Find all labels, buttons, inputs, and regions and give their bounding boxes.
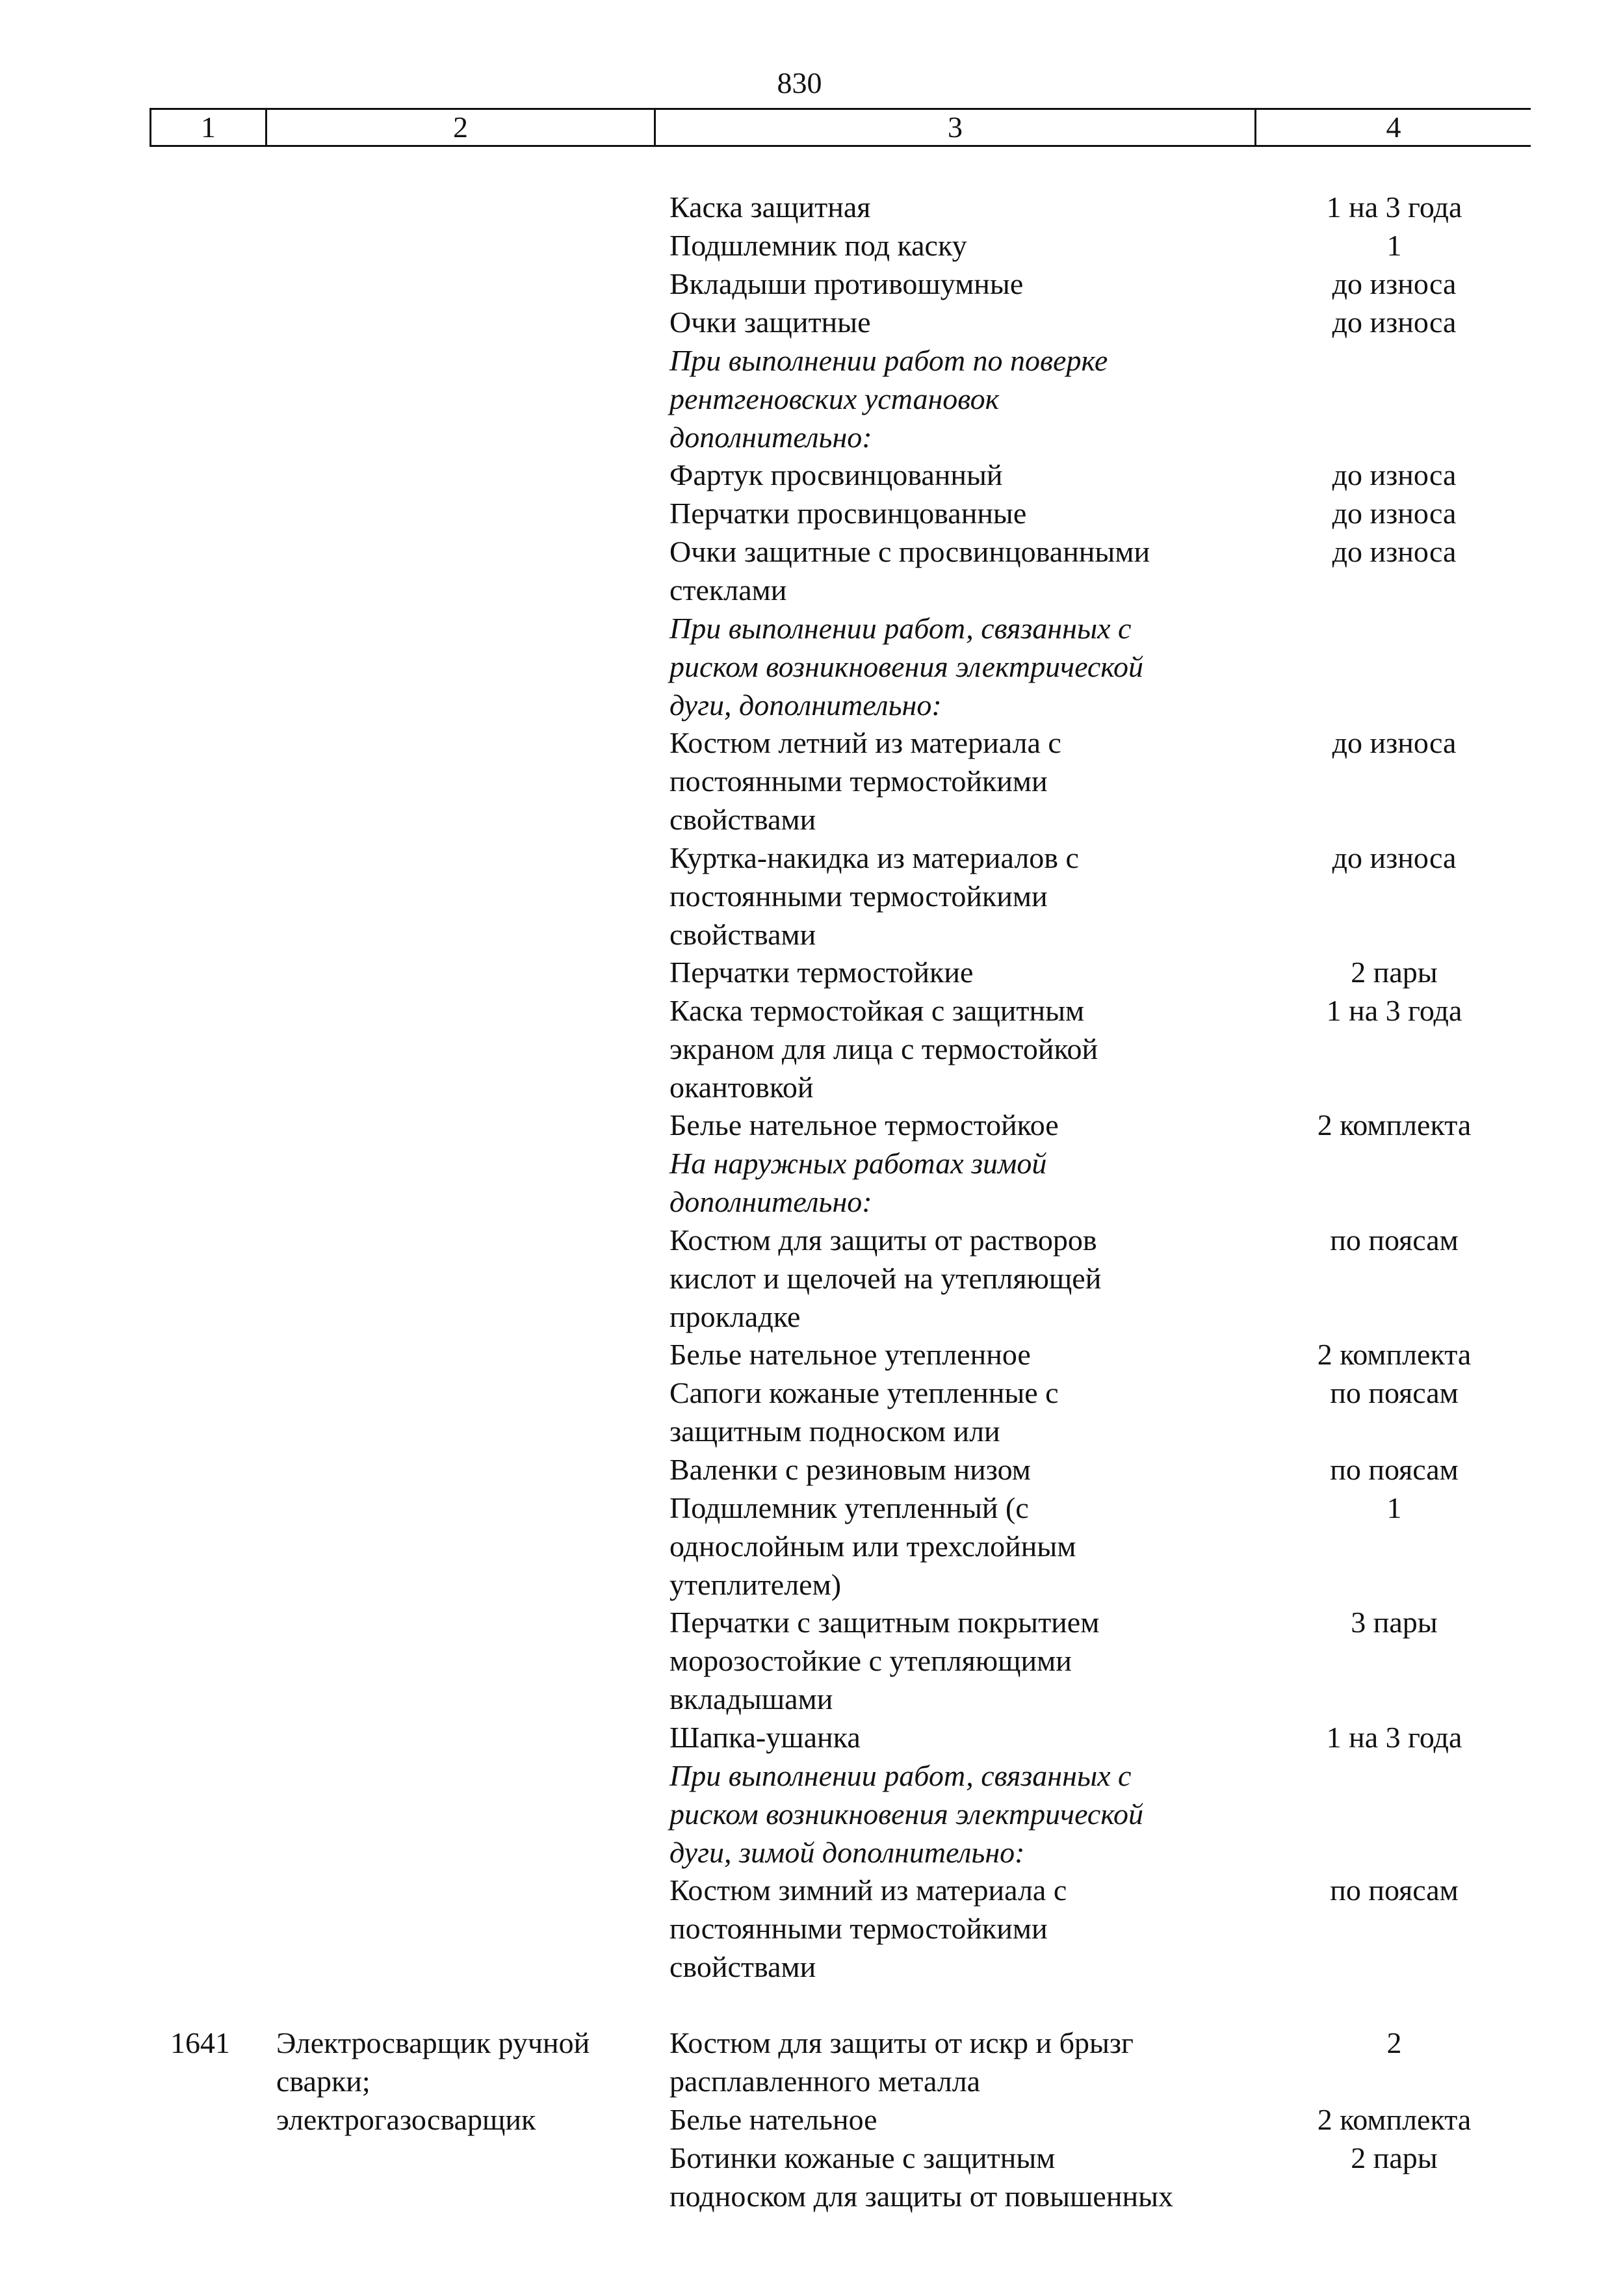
ppe-item-norm: 2 пары — [1351, 2141, 1438, 2174]
ppe-item-norm: 3 пары — [1351, 1606, 1438, 1639]
ppe-item-norm: по поясам — [1330, 1873, 1459, 1907]
ppe-item-norm: до износа — [1332, 535, 1457, 568]
ppe-item-name: Подшлемник утепленный (с однослойным или трехслойным утеплителем) — [669, 1491, 1076, 1601]
ppe-item-name: Сапоги кожаные утепленные с защитным подноском или — [669, 1376, 1059, 1448]
column-header-1: 1 — [149, 110, 265, 145]
ppe-item-name: Подшлемник под каску — [669, 229, 967, 262]
condition-text: При выполнении работ по поверке рентгеновских установок дополнительно: — [669, 344, 1108, 454]
ppe-item-name: Фартук просвинцованный — [669, 458, 1003, 491]
ppe-item-name: Каска термостойкая с защитным экраном для лица с термостойкой окантовкой — [669, 994, 1098, 1104]
ppe-item-name: Костюм летний из материала с постоянными термостойкими свойствами — [669, 726, 1061, 836]
profession-name: Электросварщик ручной сварки; электрогазосварщик — [276, 2026, 590, 2136]
ppe-item-name: Белье нательное термостойкое — [669, 1108, 1059, 1141]
ppe-item-name: Перчатки просвинцованные — [669, 497, 1027, 530]
condition-text: На наружных работах зимой дополнительно: — [669, 1147, 1047, 1218]
ppe-item-name: Костюм зимний из материала с постоянными термостойкими свойствами — [669, 1873, 1067, 1983]
ppe-item-name: Валенки с резиновым низом — [669, 1453, 1031, 1486]
ppe-item-name: Костюм для защиты от искр и брызг расплавленного металла — [669, 2026, 1134, 2098]
column-header-row — [149, 108, 1531, 147]
ppe-item-norm: 2 комплекта — [1317, 1338, 1472, 1371]
ppe-item-norm: 1 — [1386, 1491, 1402, 1524]
condition-text: При выполнении работ, связанных с риском возникновения электрической дуги, зимой дополнительно: — [669, 1759, 1144, 1869]
ppe-item-norm: до износа — [1332, 497, 1457, 530]
column-header-4: 4 — [1254, 110, 1531, 145]
page-number: 830 — [777, 66, 822, 99]
ppe-item-norm: 2 — [1386, 2026, 1402, 2059]
ppe-item-norm: 1 на 3 года — [1326, 1721, 1462, 1754]
ppe-item-norm: 2 комплекта — [1317, 2103, 1472, 2136]
ppe-item-name: Очки защитные с просвинцованными стеклами — [669, 535, 1150, 607]
ppe-item-norm: до износа — [1332, 841, 1457, 874]
ppe-item-norm: 1 — [1386, 229, 1402, 262]
ppe-item-name: Вкладыши противошумные — [669, 267, 1024, 300]
ppe-item-name: Костюм для защиты от растворов кислот и щелочей на утепляющей прокладке — [669, 1223, 1102, 1333]
column-header-3: 3 — [654, 110, 1254, 145]
ppe-item-norm: 2 комплекта — [1317, 1108, 1472, 1141]
ppe-item-name: Каска защитная — [669, 190, 871, 224]
ppe-item-norm: 1 на 3 года — [1326, 994, 1462, 1027]
ppe-item-name: Шапка-ушанка — [669, 1721, 861, 1754]
condition-text: При выполнении работ, связанных с риском возникновения электрической дуги, дополнительно: — [669, 612, 1144, 722]
ppe-item-norm: по поясам — [1330, 1453, 1459, 1486]
ppe-item-name: Перчатки термостойкие — [669, 956, 974, 989]
ppe-item-norm: до износа — [1332, 726, 1457, 759]
ppe-item-norm: по поясам — [1330, 1376, 1459, 1409]
ppe-item-name: Белье нательное утепленное — [669, 1338, 1031, 1371]
ppe-item-norm: до износа — [1332, 458, 1457, 491]
ppe-item-norm: 2 пары — [1351, 956, 1438, 989]
ppe-item-name: Белье нательное — [669, 2103, 877, 2136]
ppe-item-norm: 1 на 3 года — [1326, 190, 1462, 224]
column-header-2: 2 — [265, 110, 654, 145]
ppe-item-norm: до износа — [1332, 267, 1457, 300]
ppe-item-name: Ботинки кожаные с защитным подноском для защиты от повышенных — [669, 2141, 1173, 2213]
ppe-item-name: Куртка-накидка из материалов с постоянными термостойкими свойствами — [669, 841, 1079, 951]
entry-number: 1641 — [170, 2026, 230, 2059]
ppe-item-norm: до износа — [1332, 306, 1457, 339]
ppe-item-name: Очки защитные — [669, 306, 871, 339]
ppe-item-name: Перчатки с защитным покрытием морозостойкие с утепляющими вкладышами — [669, 1606, 1100, 1715]
ppe-item-norm: по поясам — [1330, 1223, 1459, 1257]
